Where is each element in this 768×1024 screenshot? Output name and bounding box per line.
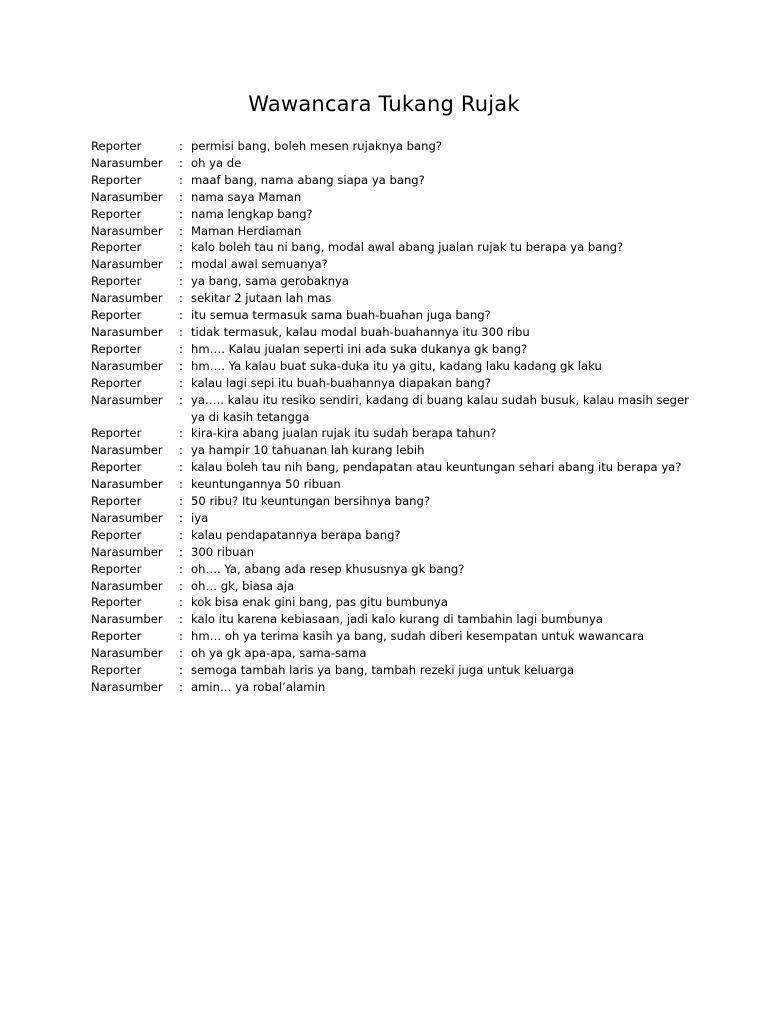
- utterance-text: keuntungannya 50 ribuan: [191, 477, 341, 492]
- utterance-text: hm…. Kalau jualan seperti ini ada suka dukanya gk bang?: [191, 341, 528, 356]
- utterance-text: kalau pendapatannya berapa bang?: [191, 527, 401, 542]
- speaker-label: Reporter: [91, 240, 142, 255]
- separator-colon: :: [179, 629, 183, 644]
- speaker-label: Narasumber: [91, 257, 163, 272]
- separator-colon: :: [179, 510, 183, 525]
- separator-colon: :: [179, 172, 183, 187]
- speaker-label: Narasumber: [91, 392, 163, 407]
- separator-colon: :: [179, 426, 183, 441]
- separator-colon: :: [179, 477, 183, 492]
- transcript-line: [91, 679, 701, 696]
- speaker-label: Narasumber: [91, 358, 163, 373]
- utterance-text: permisi bang, boleh mesen rujaknya bang?: [191, 139, 443, 153]
- utterance-text: nama saya Maman: [191, 189, 302, 204]
- speaker-label: Reporter: [91, 341, 142, 356]
- separator-colon: :: [179, 663, 183, 678]
- speaker-label: Narasumber: [91, 510, 163, 525]
- utterance-text: itu semua termasuk sama buah-buahan juga bang?: [191, 308, 491, 323]
- speaker-label: Narasumber: [91, 291, 163, 306]
- utterance-text: sekitar 2 jutaan lah mas: [191, 291, 332, 306]
- transcript-line: [91, 189, 701, 206]
- utterance-text: maaf bang, nama abang siapa ya bang?: [191, 172, 425, 187]
- utterance-text: ya hampir 10 tahuanan lah kurang lebih: [191, 443, 425, 458]
- transcript-line: [91, 273, 701, 290]
- separator-colon: :: [179, 375, 183, 390]
- transcript-line: [91, 476, 701, 493]
- separator-colon: :: [179, 494, 183, 509]
- utterance-text: Maman Herdiaman: [191, 223, 302, 238]
- transcript-line: [91, 578, 701, 595]
- utterance-text: semoga tambah laris ya bang, tambah rezeki juga untuk keluarga: [191, 663, 575, 678]
- transcript-line: [91, 645, 701, 662]
- speaker-label: Narasumber: [91, 680, 163, 694]
- transcript-line: [91, 138, 701, 155]
- speaker-label: Reporter: [91, 561, 142, 576]
- speaker-label: Reporter: [91, 375, 142, 390]
- separator-colon: :: [179, 595, 183, 610]
- transcript-line: [91, 239, 701, 256]
- speaker-label: Narasumber: [91, 544, 163, 559]
- transcript-line: [91, 155, 701, 172]
- transcript-line: [91, 628, 701, 645]
- separator-colon: :: [179, 308, 183, 323]
- speaker-label: Reporter: [91, 308, 142, 323]
- transcript-line: [91, 256, 701, 273]
- separator-colon: :: [179, 223, 183, 238]
- separator-colon: :: [179, 155, 183, 170]
- speaker-label: Reporter: [91, 274, 142, 289]
- transcript-line: [91, 206, 701, 223]
- speaker-label: Reporter: [91, 426, 142, 441]
- transcript-line: [91, 544, 701, 561]
- speaker-label: Reporter: [91, 595, 142, 610]
- utterance-text: hm… oh ya terima kasih ya bang, sudah diberi kesempatan untuk wawancara: [191, 629, 645, 644]
- separator-colon: :: [179, 139, 183, 153]
- speaker-label: Narasumber: [91, 189, 163, 204]
- document-title: Wawancara Tukang Rujak: [248, 92, 520, 116]
- transcript-line: [91, 290, 701, 307]
- utterance-text: hm…. Ya kalau buat suka-duka itu ya gitu, kadang laku kadang gk laku: [191, 358, 602, 373]
- separator-colon: :: [179, 324, 183, 339]
- separator-colon: :: [179, 392, 183, 407]
- transcript-line: [91, 459, 701, 476]
- speaker-label: Narasumber: [91, 646, 163, 661]
- separator-colon: :: [179, 544, 183, 559]
- transcript-line: [91, 392, 701, 426]
- separator-colon: :: [179, 443, 183, 458]
- speaker-label: Narasumber: [91, 223, 163, 238]
- transcript-line: [91, 172, 701, 189]
- separator-colon: :: [179, 240, 183, 255]
- transcript-line: [91, 375, 701, 392]
- utterance-text: oh ya de: [191, 155, 242, 170]
- separator-colon: :: [179, 189, 183, 204]
- utterance-text: ya bang, sama gerobaknya: [191, 274, 350, 289]
- speaker-label: Reporter: [91, 460, 142, 475]
- transcript-line: [91, 527, 701, 544]
- utterance-text: oh…. Ya, abang ada resep khususnya gk bang?: [191, 561, 465, 576]
- transcript-line: [91, 358, 701, 375]
- speaker-label: Reporter: [91, 172, 142, 187]
- transcript-line: [91, 442, 701, 459]
- transcript-line: [91, 493, 701, 510]
- speaker-label: Reporter: [91, 494, 142, 509]
- transcript-line: [91, 611, 701, 628]
- speaker-label: Reporter: [91, 527, 142, 542]
- utterance-text: tidak termasuk, kalau modal buah-buahannya itu 300 ribu: [191, 324, 530, 339]
- separator-colon: :: [179, 527, 183, 542]
- speaker-label: Reporter: [91, 139, 142, 153]
- speaker-label: Reporter: [91, 629, 142, 644]
- utterance-text: kalo boleh tau ni bang, modal awal abang jualan rujak tu berapa ya bang?: [191, 240, 624, 255]
- transcript-line: [91, 307, 701, 324]
- utterance-text: kalau lagi sepi itu buah-buahannya diapakan bang?: [191, 375, 491, 390]
- transcript-line: [91, 425, 701, 442]
- transcript-line: [91, 223, 701, 240]
- transcript-line: [91, 510, 701, 527]
- transcript-line: [91, 324, 701, 341]
- speaker-label: Reporter: [91, 663, 142, 678]
- separator-colon: :: [179, 358, 183, 373]
- separator-colon: :: [179, 460, 183, 475]
- speaker-label: Reporter: [91, 206, 142, 221]
- transcript-line: [91, 561, 701, 578]
- utterance-text: kok bisa enak gini bang, pas gitu bumbunya: [191, 595, 448, 610]
- transcript-line: [91, 662, 701, 679]
- utterance-text: modal awal semuanya?: [191, 257, 328, 272]
- separator-colon: :: [179, 680, 183, 694]
- utterance-text: 50 ribu? Itu keuntungan bersihnya bang?: [191, 494, 431, 509]
- separator-colon: :: [179, 341, 183, 356]
- separator-colon: :: [179, 257, 183, 272]
- interview-transcript: [91, 138, 701, 696]
- separator-colon: :: [179, 561, 183, 576]
- utterance-text: ya….. kalau itu resiko sendiri, kadang di buang kalau sudah busuk, kalau masih seger ya di kasih tetangga: [191, 392, 689, 424]
- separator-colon: :: [179, 291, 183, 306]
- utterance-text: oh ya gk apa-apa, sama-sama: [191, 646, 367, 661]
- separator-colon: :: [179, 612, 183, 627]
- utterance-text: amin… ya robal’alamin: [191, 680, 326, 694]
- speaker-label: Narasumber: [91, 612, 163, 627]
- utterance-text: nama lengkap bang?: [191, 206, 313, 221]
- speaker-label: Narasumber: [91, 477, 163, 492]
- speaker-label: Narasumber: [91, 443, 163, 458]
- transcript-line: [91, 341, 701, 358]
- utterance-text: iya: [191, 510, 209, 525]
- transcript-line: [91, 594, 701, 611]
- separator-colon: :: [179, 578, 183, 593]
- separator-colon: :: [179, 646, 183, 661]
- separator-colon: :: [179, 274, 183, 289]
- speaker-label: Narasumber: [91, 324, 163, 339]
- speaker-label: Narasumber: [91, 155, 163, 170]
- utterance-text: kira-kira abang jualan rujak itu sudah berapa tahun?: [191, 426, 497, 441]
- utterance-text: oh… gk, biasa aja: [191, 578, 295, 593]
- separator-colon: :: [179, 206, 183, 221]
- utterance-text: 300 ribuan: [191, 544, 254, 559]
- speaker-label: Narasumber: [91, 578, 163, 593]
- utterance-text: kalo itu karena kebiasaan, jadi kalo kurang di tambahin lagi bumbunya: [191, 612, 603, 627]
- utterance-text: kalau boleh tau nih bang, pendapatan atau keuntungan sehari abang itu berapa ya?: [191, 460, 682, 475]
